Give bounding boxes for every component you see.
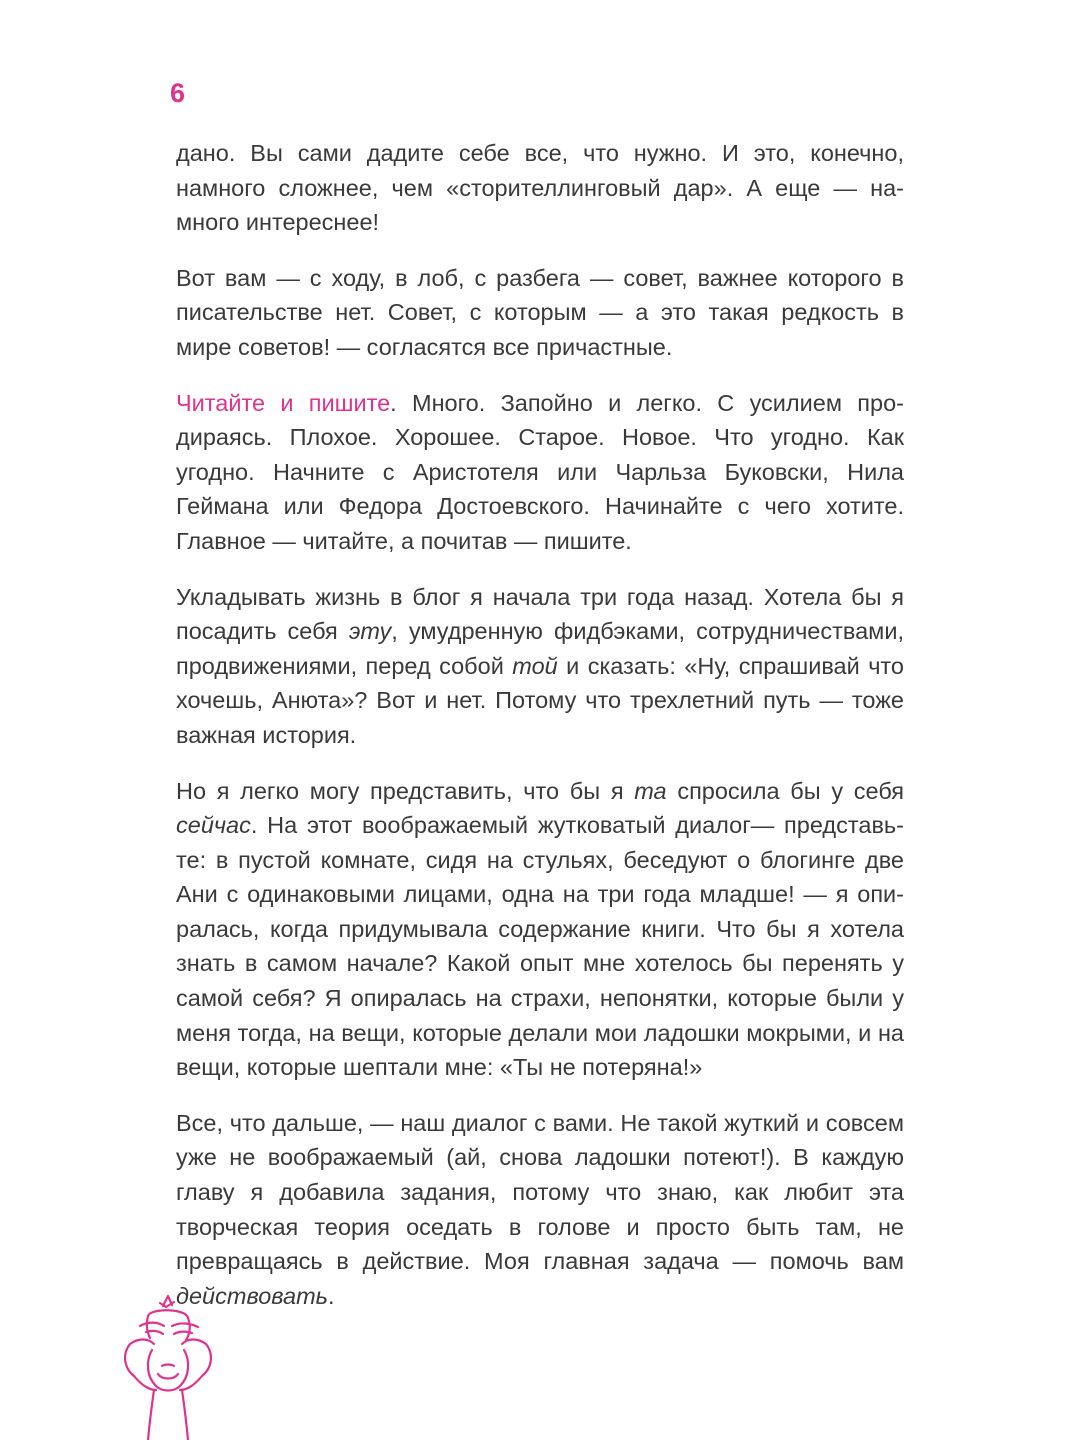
paragraph-6-text-b: . bbox=[328, 1282, 335, 1309]
paragraph-5-emphasis-b: сейчас bbox=[176, 812, 251, 839]
paragraph-2 bbox=[176, 261, 904, 365]
paragraph-1-text: дано. Вы сами дадите себе все, что нужно. И это, конечно, намного сложнее, чем «сторителлинговый дар». А еще — намного интереснее! bbox=[176, 140, 904, 236]
paragraph-4-text-c: и сказать: «Ну, спрашивай что хочешь, Анюта»? Вот и нет. Потому что трехлетний путь — тоже важная история. bbox=[176, 652, 905, 748]
paragraph-5-text-c: . На этот воображаемый жутковатый диалог— представьте: в пустой комнате, сидя на стульях, беседуют о блогинге две Ани с одинаковыми лицами, одна на три года младше! — я опиралась, когда придумывала содержание книги. Что бы я хотела знать в самом начале? Какой опыт мне хотелось бы перенять у самой себя? Я опиралась на страхи, непонятки, которые были у меня тогда, на вещи, которые делали мои ладошки мокрыми, и на вещи, которые шептали мне: «Ты не потеряна!» bbox=[176, 812, 904, 1081]
read-and-write-highlight: Читайте и пишите bbox=[176, 389, 391, 416]
paragraph-6-text-a: Все, что дальше, — наш диалог с вами. Не такой жуткий и совсем уже не воображаемый (ай, снова ладошки потеют!). В каждую главу я добавила задания, потому что знаю, как любит эта творческая теория оседать в голове и просто быть там, не превращаясь в действие. Моя главная задача — помочь вам bbox=[176, 1109, 904, 1275]
paragraph-1 bbox=[176, 136, 904, 240]
paragraph-6 bbox=[176, 1106, 904, 1314]
paragraph-3-text: . Много. Запойно и легко. С усилием продираясь. Плохое. Хорошее. Старое. Новое. Что угодно. Как угодно. Начните с Аристотеля или Чарльза Буковски, Нила Геймана или Федора Достоевского. Начинайте с чего хотите. Главное — читайте, а почитав — пишите. bbox=[176, 389, 904, 554]
text-column bbox=[176, 136, 904, 1334]
ostrich-mascot-icon bbox=[108, 1294, 228, 1440]
paragraph-4-emphasis-a: эту bbox=[348, 618, 392, 645]
paragraph-5-emphasis-a: та bbox=[634, 777, 667, 804]
paragraph-5-text-b: спросила бы у себя bbox=[666, 777, 904, 804]
paragraph-2-text: Вот вам — с ходу, в лоб, с разбега — совет, важнее которого в писательстве нет. Совет, с которым — а это такая редкость в мире советов! — согласятся все причастные. bbox=[176, 264, 904, 360]
paragraph-4 bbox=[176, 580, 904, 753]
paragraph-5 bbox=[176, 774, 904, 1085]
paragraph-4-text-a: Укладывать жизнь в блог я начала три года назад. Хотела бы я посадить себя bbox=[176, 583, 904, 645]
paragraph-6-emphasis-a: действовать bbox=[176, 1282, 329, 1309]
page-number: 6 bbox=[170, 78, 186, 108]
paragraph-4-emphasis-b: той bbox=[512, 652, 558, 679]
paragraph-4-text-b: , умудренную фидбэками, сотрудничествами, продвижениями, перед собой bbox=[176, 618, 904, 679]
paragraph-3 bbox=[176, 386, 904, 559]
paragraph-5-text-a: Но я легко могу представить, что бы я bbox=[176, 777, 635, 804]
